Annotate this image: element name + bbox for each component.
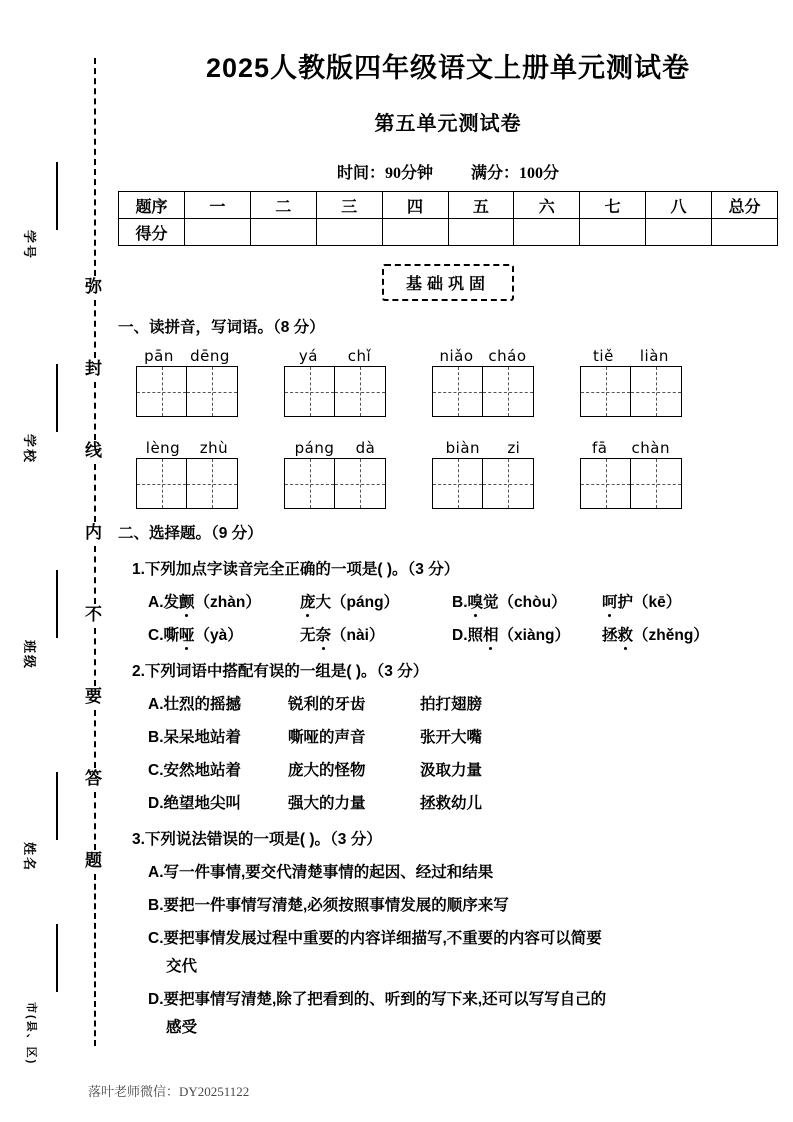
writing-grid-group-3 [432,347,534,417]
option-part-2: 强大的力量 [288,795,366,812]
tianzige-box[interactable] [136,366,187,417]
option-part-2: 嘶哑的声音 [288,729,366,746]
mc-question-2-stem: 2.下列词语中搭配有误的一组是( )。（3 分） [132,663,429,680]
option-part-3: 拍打翅膀 [420,696,483,713]
seal-char-5: 要 [85,687,102,706]
score-table-col-total: 总分 [712,192,778,219]
info-label-name: 姓名 [22,842,37,873]
score-table [118,191,778,246]
mc-option-d[interactable]: D.照相（xiàng） [452,623,602,645]
mc-question-2-option-a[interactable] [118,692,778,714]
mc-question-3-option-d-continuation: 感受 [166,1019,198,1036]
option-part-1: D.绝望地尖叫 [148,795,242,812]
table-row-question-order [119,192,778,219]
mc-question-3-option-b[interactable]: B.要把一件事情写清楚,必须按照事情发展的顺序来写 [148,897,509,914]
score-table-col-1: 一 [185,192,251,219]
score-table-col-5: 五 [448,192,514,219]
option-part-2: 锐利的牙齿 [288,696,366,713]
writing-grid-row-1 [118,347,778,417]
score-table-col-4: 四 [382,192,448,219]
pinyin-syllable: chàn [631,439,670,457]
question-heading-1: 一、读拼音，写词语。（8 分） [118,319,325,336]
seal-dash-5 [94,546,96,604]
question-heading-2: 二、选择题。（9 分） [118,525,263,542]
mc-question-3-option-d[interactable]: D.要把事情写清楚,除了把看到的、听到的写下来,还可以写写自己的 [148,991,607,1008]
writing-grid-group-7 [432,439,534,509]
mc-option-c[interactable]: C.嘶哑（yà） [148,623,300,645]
emphasis-dot-char: 嗅 [468,590,484,612]
writing-grid-group-1 [136,347,238,417]
mc-option-b-second[interactable]: 呵护（kē） [602,590,681,612]
tianzige-box[interactable] [631,366,682,417]
seal-dash-7 [94,710,96,768]
writing-grid-group-4 [580,347,682,417]
writing-grid-group-2 [284,347,386,417]
writing-boxes [284,458,386,509]
mc-question-3-option-c[interactable]: C.要把事情发展过程中重要的内容详细描写,不重要的内容可以简要 [148,930,602,947]
pinyin-syllable: dà [355,439,376,457]
pinyin-syllable: lèng [145,439,181,457]
score-cell-3[interactable] [316,219,382,246]
pinyin-syllable: zhù [199,439,229,457]
seal-char-7: 题 [85,851,102,870]
emphasis-dot-char: 相 [483,623,499,645]
info-rule-2 [56,364,58,432]
mc-question-1-row-1 [118,590,778,612]
mc-option-a-second[interactable]: 庞大（páng） [300,590,452,612]
seal-dash-6 [94,628,96,686]
total-score-label: 满分：100分 [471,165,560,182]
seal-char-0: 弥 [85,277,102,296]
mc-question-2-option-b[interactable] [118,725,778,747]
seal-dash-8 [94,792,96,850]
mc-option-a[interactable]: A.发颤（zhàn） [148,590,300,612]
score-cell-total[interactable] [712,219,778,246]
writing-boxes [432,366,534,417]
seal-char-3: 内 [85,523,102,542]
writing-boxes [432,458,534,509]
pinyin-label-5 [136,439,238,457]
pinyin-label-8 [580,439,682,457]
seal-char-1: 封 [85,359,102,378]
mc-question-3-option-c-continuation: 交代 [166,958,198,975]
mc-question-2-option-d[interactable] [118,791,778,813]
pinyin-label-4 [580,347,682,365]
score-cell-4[interactable] [382,219,448,246]
emphasis-dot-char: 呵 [602,590,618,612]
info-label-city-district: 市(县、区) [25,1002,37,1066]
footer-watermark: 落叶老师微信：DY20251122 [88,1084,250,1099]
score-table-header-score: 得分 [119,219,185,246]
tianzige-box[interactable] [335,366,386,417]
option-part-1: B.呆呆地站着 [148,729,242,746]
seal-dash-9 [94,874,96,1046]
option-part-3: 张开大嘴 [420,729,483,746]
score-cell-6[interactable] [514,219,580,246]
tianzige-box[interactable] [187,458,238,509]
writing-boxes [136,366,238,417]
tianzige-box[interactable] [187,366,238,417]
pinyin-syllable: páng [294,439,335,457]
mc-question-2-option-c[interactable] [118,758,778,780]
emphasis-dot-char: 哑 [179,623,195,645]
seal-char-6: 答 [85,769,102,788]
seal-char-2: 线 [85,441,102,460]
writing-boxes [136,458,238,509]
info-rule-4 [56,772,58,840]
page-subtitle: 第五单元测试卷 [374,113,522,135]
pinyin-syllable: pān [144,347,174,365]
score-cell-1[interactable] [185,219,251,246]
score-table-header-question-order: 题序 [119,192,185,219]
tianzige-box[interactable] [284,458,335,509]
emphasis-dot-char: 庞 [300,590,316,612]
seal-char-4: 不 [85,605,102,624]
tianzige-box[interactable] [284,366,335,417]
pinyin-label-6 [284,439,386,457]
mc-question-1-row-2 [118,623,778,645]
mc-option-d-second[interactable]: 拯救（zhěng） [602,623,709,645]
seal-line-column [80,58,110,1048]
seal-dash-3 [94,382,96,440]
pinyin-syllable: liàn [639,347,669,365]
pinyin-label-1 [136,347,238,365]
tianzige-box[interactable] [136,458,187,509]
score-table-col-2: 二 [250,192,316,219]
emphasis-dot-char: 救 [618,623,634,645]
info-rule-5 [56,924,58,992]
writing-grid-group-5 [136,439,238,509]
emphasis-dot-char: 奈 [316,623,332,645]
info-label-class: 班级 [22,640,37,671]
option-part-1: A.壮烈的摇撼 [148,696,242,713]
pinyin-syllable: dēng [190,347,230,365]
tianzige-box[interactable] [432,458,483,509]
pinyin-syllable: zi [507,439,521,457]
pinyin-label-7 [432,439,534,457]
score-cell-8[interactable] [646,219,712,246]
option-part-3: 汲取力量 [420,762,483,779]
score-cell-7[interactable] [580,219,646,246]
pinyin-syllable: niǎo [439,347,474,365]
info-rule-3 [56,570,58,638]
score-table-col-7: 七 [580,192,646,219]
pinyin-label-2 [284,347,386,365]
tianzige-box[interactable] [631,458,682,509]
writing-boxes [284,366,386,417]
tianzige-box[interactable] [483,366,534,417]
score-cell-5[interactable] [448,219,514,246]
tianzige-box[interactable] [335,458,386,509]
info-rule-1 [56,162,58,230]
pinyin-syllable: cháo [488,347,527,365]
exam-meta [118,160,778,183]
tianzige-box[interactable] [432,366,483,417]
score-table-col-8: 八 [646,192,712,219]
option-part-3: 拯救幼儿 [420,795,483,812]
writing-grid-group-6 [284,439,386,509]
main-content [118,0,778,1122]
mc-question-3-option-a[interactable]: A.写一件事情,要交代清楚事情的起因、经过和结果 [148,864,494,881]
seal-dash-1 [94,58,96,276]
mc-option-b[interactable]: B.嗅觉（chòu） [452,590,602,612]
writing-boxes [580,366,682,417]
pinyin-label-3 [432,347,534,365]
pinyin-syllable: fā [592,439,608,457]
option-part-1: C.安然地站着 [148,762,242,779]
mc-question-3-stem: 3.下列说法错误的一项是( )。（3 分） [132,831,382,848]
score-cell-2[interactable] [250,219,316,246]
score-table-col-3: 三 [316,192,382,219]
tianzige-box[interactable] [580,458,631,509]
tianzige-box[interactable] [580,366,631,417]
writing-grid-row-2 [118,439,778,509]
time-limit-label: 时间：90分钟 [336,165,433,182]
info-label-school: 学校 [22,434,37,465]
tianzige-box[interactable] [483,458,534,509]
emphasis-dot-char: 颤 [179,590,195,612]
info-label-student-id: 学号 [22,230,37,261]
option-part-2: 庞大的怪物 [288,762,366,779]
pinyin-syllable: yá [298,347,318,365]
mc-option-c-second[interactable]: 无奈（nài） [300,623,452,645]
pinyin-syllable: chǐ [347,347,372,365]
mc-question-1-stem: 1.下列加点字读音完全正确的一项是( )。（3 分） [132,561,460,578]
seal-dash-4 [94,464,96,522]
seal-dash-2 [94,300,96,358]
score-table-col-6: 六 [514,192,580,219]
writing-grid-group-8 [580,439,682,509]
section-badge-wrap [118,264,778,301]
pinyin-syllable: tiě [593,347,614,365]
writing-boxes [580,458,682,509]
table-row-score [119,219,778,246]
page-title: 2025人教版四年级语文上册单元测试卷 [205,53,691,83]
pinyin-syllable: biàn [445,439,481,457]
section-badge-basic-consolidation: 基础巩固 [382,264,514,301]
